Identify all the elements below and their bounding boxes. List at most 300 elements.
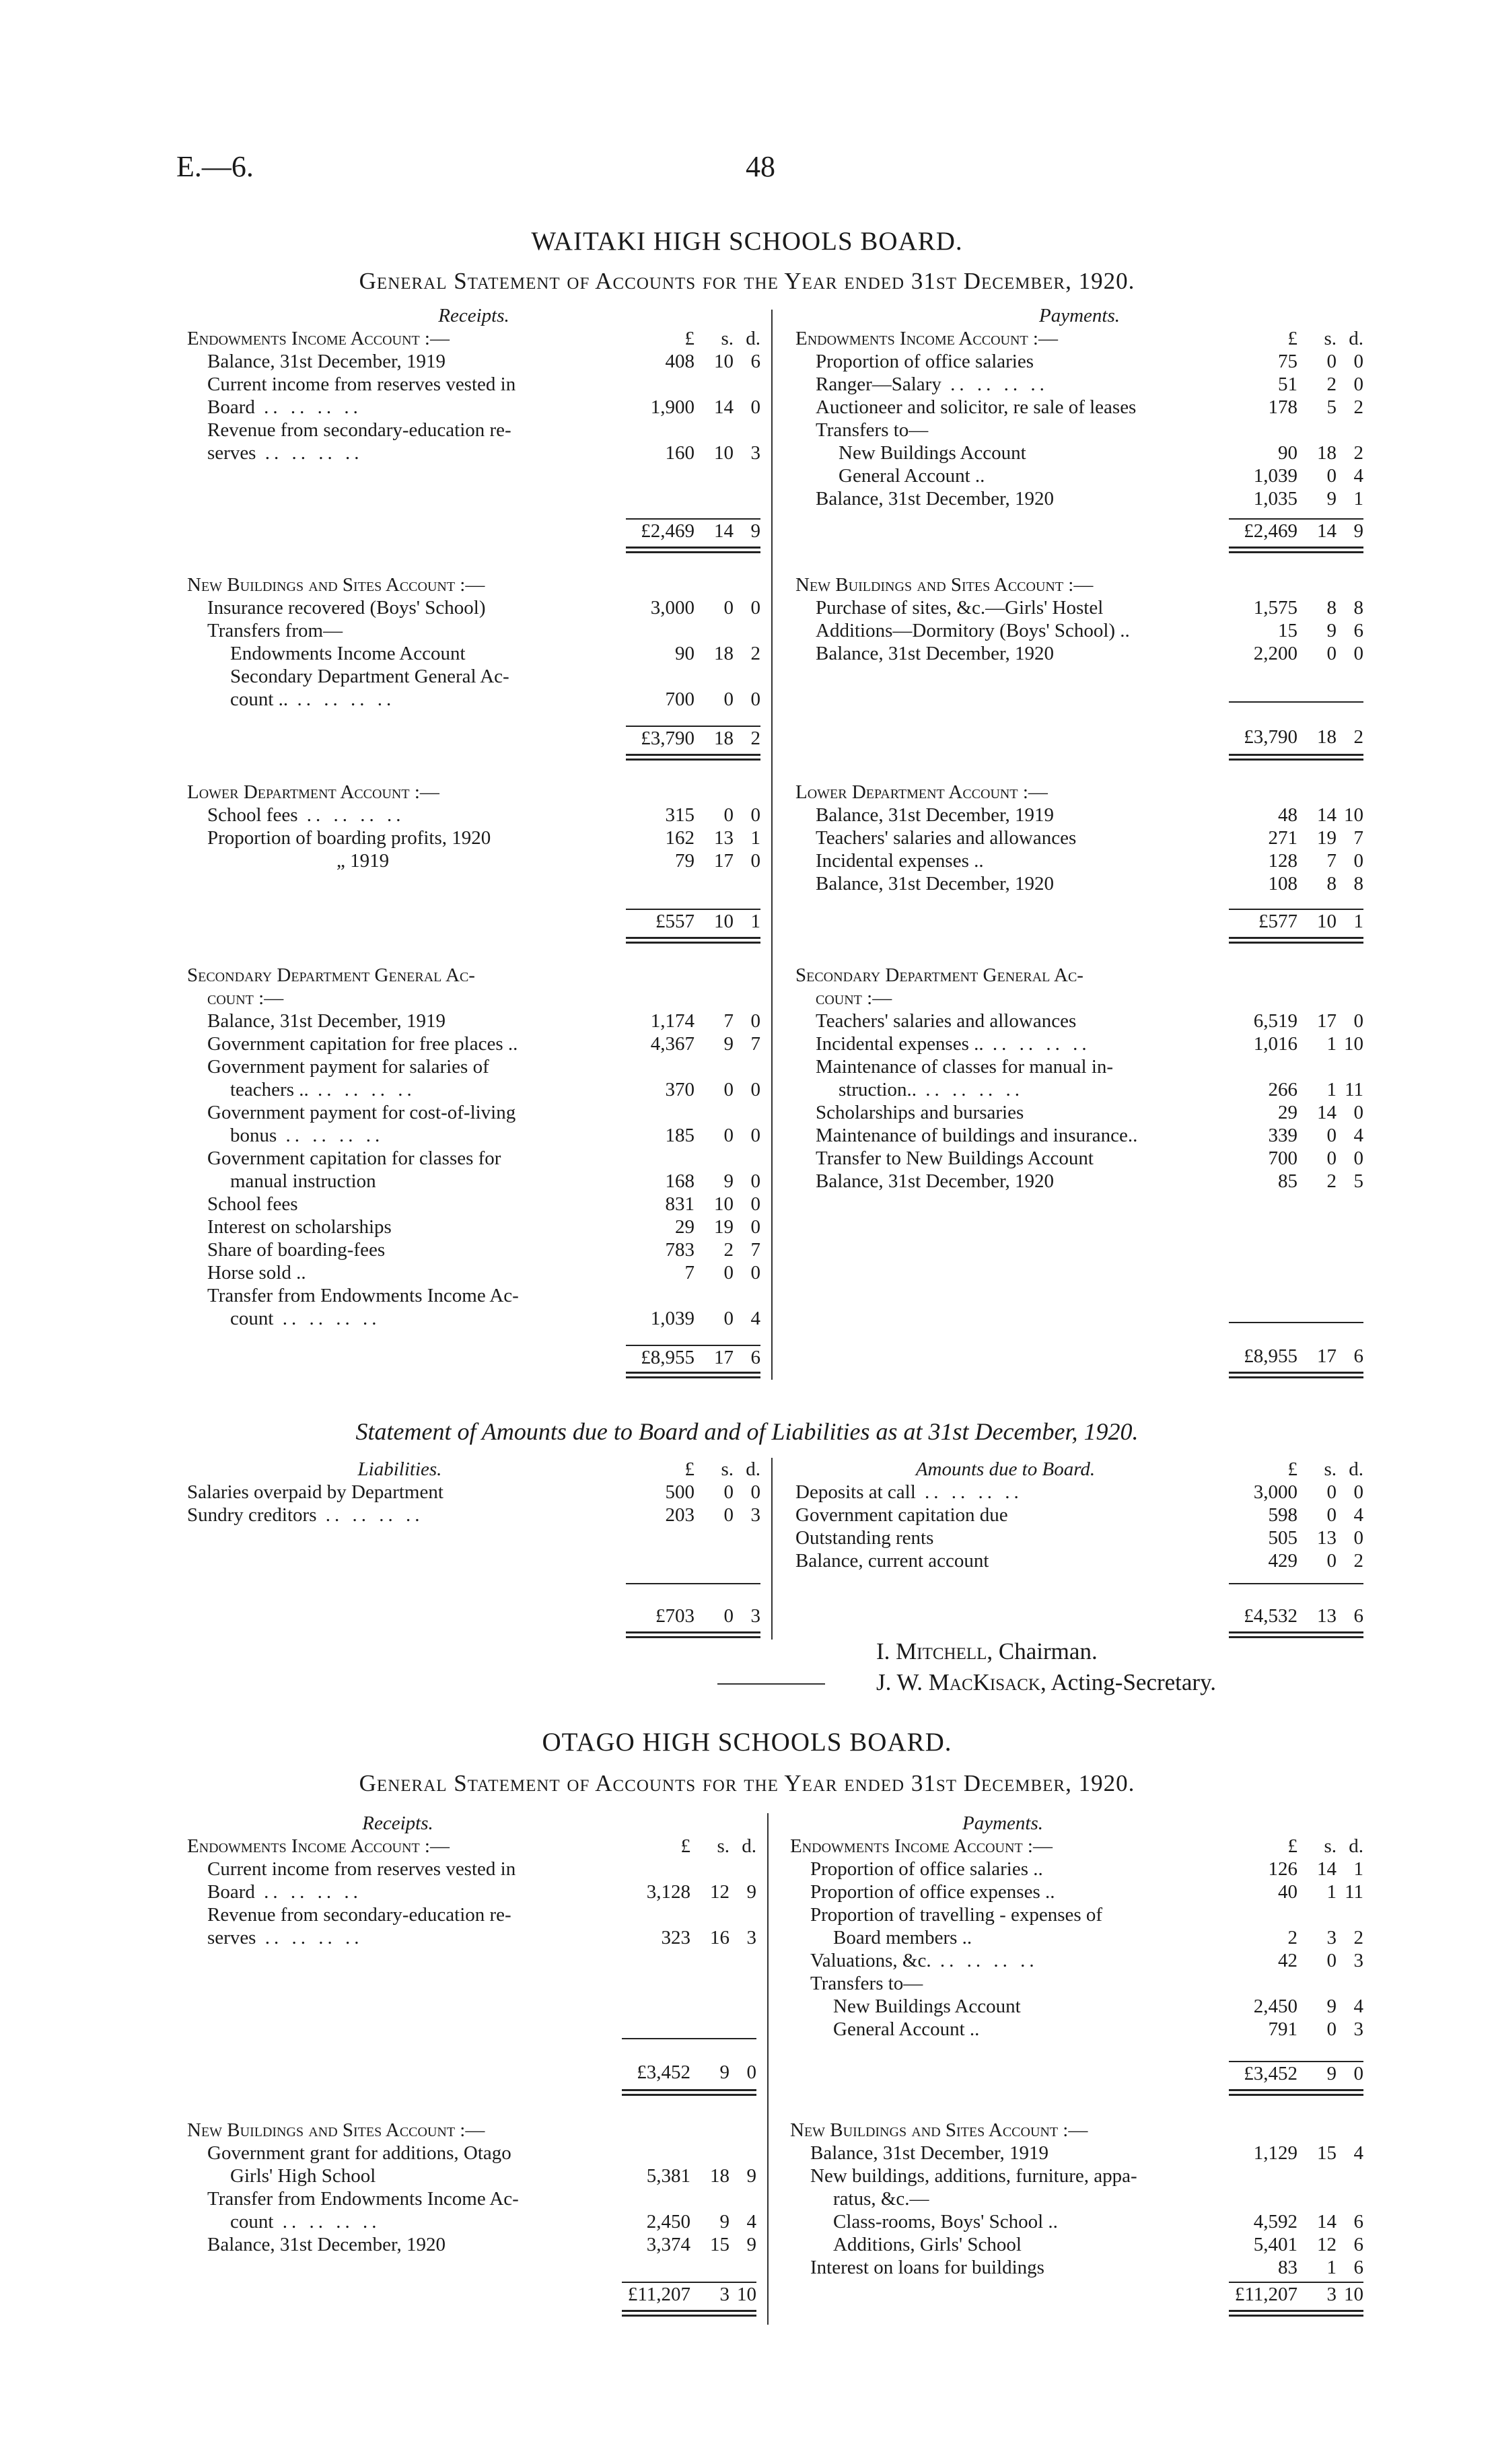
secretary-role: Acting-Secretary. [1051, 1669, 1217, 1695]
entry-label: Government capitation for free places .. [207, 1033, 518, 1055]
waitaki-statement-title: General Statement of Accounts for the Year ended 31st December, 1920. [359, 268, 1135, 294]
total-row [1229, 2282, 1363, 2306]
entry-label: Valuations, &c. .. .. [810, 1949, 1038, 1972]
shillings: 17 [1317, 1010, 1337, 1032]
section-heading: Endowments Income Account :— [795, 328, 1058, 349]
secretary-signature [876, 1669, 1216, 1696]
ledger-row [187, 688, 760, 711]
ledger-row [790, 2164, 1363, 2187]
entry-label: Balance, 31st December, 1920 [816, 1170, 1054, 1192]
pence: 4 [1353, 1125, 1363, 1146]
total-pounds: £703 [655, 1605, 695, 1627]
pence: 2 [1353, 442, 1363, 464]
section-heading: Secondary Department General Ac- [187, 964, 475, 986]
pence-header: d. [1349, 1835, 1363, 1857]
pence: 0 [1353, 1148, 1363, 1169]
entry-label: Incidental expenses .. [816, 850, 984, 872]
entry-label: Government capitation for classes for [207, 1148, 501, 1169]
shillings-header: s. [721, 1458, 734, 1480]
shillings-header: s. [1324, 1835, 1337, 1857]
ledger-row [795, 1549, 1363, 1572]
pounds: 783 [665, 1239, 695, 1261]
ledger-row [795, 642, 1363, 665]
shillings-header: s. [1324, 328, 1337, 349]
total-shillings: 10 [714, 911, 734, 932]
ledger-row [790, 1903, 1363, 1926]
total-pence: 2 [1353, 726, 1363, 748]
pence: 0 [1353, 1527, 1363, 1549]
entry-label: Current income from reserves vested in [207, 374, 516, 395]
pence: 0 [1353, 1102, 1363, 1123]
shillings: 18 [1317, 442, 1337, 464]
entry-label: Sundry creditors .. .. [187, 1504, 424, 1526]
shillings: 3 [1326, 1927, 1337, 1948]
ledger-row [187, 419, 760, 442]
pence: 0 [750, 1481, 760, 1503]
pounds: 598 [1268, 1504, 1297, 1526]
entry-label: ratus, &c.— [833, 2188, 929, 2210]
entry-label: serves .. .. [207, 1926, 363, 1949]
pounds: 1,900 [650, 396, 695, 418]
pence: 4 [746, 2211, 756, 2232]
ledger-row [795, 872, 1363, 895]
shillings: 0 [1326, 1950, 1337, 1971]
ledger-row [795, 487, 1363, 510]
ledger-row [187, 826, 760, 849]
entry-label: Proportion of travelling - expenses of [810, 1904, 1103, 1926]
pounds: 5,401 [1253, 2234, 1297, 2255]
entry-label: Scholarships and bursaries [816, 1102, 1024, 1123]
pence: 0 [750, 804, 760, 826]
pounds: 2,450 [1253, 1996, 1297, 2017]
ledger-row [187, 1010, 760, 1032]
total-row [622, 2061, 756, 2084]
pounds: 5,381 [646, 2165, 690, 2187]
shillings-header: s. [717, 1835, 730, 1857]
ledger-row [790, 1949, 1363, 1972]
shillings: 0 [723, 689, 734, 710]
pounds: 29 [1278, 1102, 1297, 1123]
pounds: 831 [665, 1193, 695, 1215]
double-rule [622, 2310, 756, 2317]
pence: 10 [1344, 804, 1363, 826]
pounds: 3,000 [650, 597, 695, 619]
pounds: 15 [1278, 620, 1297, 641]
shillings: 10 [714, 442, 734, 464]
liabilities-statement-title: Statement of Amounts due to Board and of Liabilities as at 31st December, 1920. [355, 1418, 1139, 1445]
shillings: 15 [710, 2234, 730, 2255]
pence: 5 [1353, 1170, 1363, 1192]
total-shillings: 13 [1317, 1605, 1337, 1627]
total-pounds: £577 [1258, 911, 1297, 932]
pounds: 315 [665, 804, 695, 826]
total-pounds: £8,955 [641, 1347, 695, 1368]
entry-label: School fees [207, 1193, 298, 1215]
pence: 3 [750, 1504, 760, 1526]
entry-label: count .. .. [230, 1307, 380, 1330]
pounds: 1,039 [650, 1308, 695, 1329]
ledger-row [187, 642, 760, 665]
ledger-row [187, 2210, 756, 2233]
pence-header: d. [746, 328, 760, 349]
pounds: 162 [665, 827, 695, 849]
double-rule [1229, 547, 1363, 553]
total-pounds: £557 [655, 911, 695, 932]
pounds-header: £ [1287, 328, 1297, 349]
entry-label: Balance, 31st December, 1919 [207, 351, 446, 372]
double-rule [626, 1631, 760, 1638]
entry-label: Balance, 31st December, 1919 [810, 2142, 1048, 2164]
total-shillings: 3 [719, 2284, 730, 2305]
ledger-row [187, 2142, 756, 2164]
entry-label: Board .. .. [207, 1880, 362, 1903]
pounds: 1,039 [1253, 465, 1297, 487]
entry-label: New Buildings Account [833, 1996, 1021, 2017]
ledger-row [187, 1238, 760, 1261]
pence: 6 [1353, 2257, 1363, 2278]
shillings: 18 [714, 643, 734, 664]
shillings: 0 [723, 597, 734, 619]
pounds: 1,575 [1253, 597, 1297, 619]
section-heading: New Buildings and Sites Account :— [795, 574, 1094, 596]
shillings: 18 [710, 2165, 730, 2187]
ledger-row [187, 665, 760, 688]
entry-label: Balance, 31st December, 1920 [207, 2234, 446, 2255]
entry-label: serves .. .. [207, 442, 363, 464]
pounds: 75 [1278, 351, 1297, 372]
section-heading: Lower Department Account :— [187, 781, 439, 803]
amounts-due-column [795, 1458, 1363, 1640]
entry-label: struction.. .. .. [839, 1078, 1024, 1101]
waitaki-board-title: WAITAKI HIGH SCHOOLS BOARD. [531, 227, 963, 256]
total-shillings: 3 [1326, 2284, 1337, 2305]
entry-label: Board members .. [833, 1927, 972, 1948]
ledger-row [187, 1284, 760, 1307]
entry-label: count .. .. [230, 2210, 380, 2233]
double-rule [1229, 2310, 1363, 2317]
entry-label: Revenue from secondary-education re- [207, 1904, 511, 1926]
pence: 0 [1353, 1010, 1363, 1032]
ledger-row [187, 596, 760, 619]
ledger-row [795, 1032, 1363, 1055]
ledger-row [790, 1880, 1363, 1903]
total-shillings: 18 [1317, 726, 1337, 748]
total-pounds: £3,790 [1244, 726, 1297, 748]
entry-label: Share of boarding-fees [207, 1239, 386, 1261]
amounts-due-label: Amounts due to Board. [915, 1458, 1096, 1480]
ledger-row [795, 596, 1363, 619]
entry-label: Additions—Dormitory (Boys' School) .. [816, 620, 1130, 641]
shillings-header: s. [1324, 1458, 1337, 1480]
pounds: 700 [1268, 1148, 1297, 1169]
total-shillings: 18 [714, 728, 734, 749]
pence: 0 [1353, 1481, 1363, 1503]
entry-label: manual instruction [230, 1170, 376, 1192]
pounds-header: £ [680, 1835, 690, 1857]
pence: 2 [1353, 1927, 1363, 1948]
shillings: 0 [1326, 1148, 1337, 1169]
ledger-row [187, 2187, 756, 2210]
ledger-row [790, 2210, 1363, 2233]
pounds: 168 [665, 1170, 695, 1192]
entry-label: Transfers to— [816, 419, 929, 441]
pence: 0 [750, 1262, 760, 1283]
entry-label: Auctioneer and solicitor, re sale of leases [816, 396, 1137, 418]
total-shillings: 10 [1317, 911, 1337, 932]
shillings: 1 [1326, 1079, 1337, 1100]
shillings: 7 [723, 1010, 734, 1032]
shillings: 0 [723, 1262, 734, 1283]
entry-label: Balance, 31st December, 1919 [207, 1010, 446, 1032]
total-row [626, 1345, 760, 1369]
shillings: 14 [1317, 1858, 1337, 1880]
entry-label: Insurance recovered (Boys' School) [207, 597, 486, 619]
total-pence: 9 [750, 520, 760, 542]
total-row [1229, 726, 1363, 748]
pounds: 1,035 [1253, 488, 1297, 509]
section-heading-cont: count :— [207, 987, 284, 1009]
pounds: 85 [1278, 1170, 1297, 1192]
entry-label: Government payment for salaries of [207, 1056, 489, 1078]
ledger-row [795, 1526, 1363, 1549]
separator-dash [717, 1683, 825, 1685]
total-shillings: 0 [723, 1605, 734, 1627]
rule [626, 1583, 760, 1584]
entry-label: Current income from reserves vested in [207, 1858, 516, 1880]
rule [1229, 1583, 1363, 1584]
pence: 8 [1353, 597, 1363, 619]
chairman-role: Chairman. [998, 1638, 1098, 1664]
shillings: 0 [1326, 1550, 1337, 1572]
pounds: 126 [1268, 1858, 1297, 1880]
pence: 1 [750, 827, 760, 849]
column-divider [767, 1813, 769, 2325]
ledger-row [187, 396, 760, 419]
ledger-row [795, 1124, 1363, 1147]
total-pounds: £3,452 [637, 2062, 690, 2083]
shillings: 12 [710, 1881, 730, 1903]
pence: 11 [1345, 1881, 1363, 1903]
ledger-row [795, 373, 1363, 396]
shillings: 9 [1326, 1996, 1337, 2017]
pence: 0 [750, 597, 760, 619]
rule [1229, 1322, 1363, 1323]
entry-label: Incidental expenses .. .. .. [816, 1032, 1091, 1055]
shillings: 0 [1326, 465, 1337, 487]
pounds: 266 [1268, 1079, 1297, 1100]
waitaki-payments-column [795, 304, 1363, 1381]
otago-statement-title: General Statement of Accounts for the Year ended 31st December, 1920. [359, 1770, 1135, 1796]
receipts-label: Receipts. [438, 305, 509, 326]
pence: 2 [1353, 396, 1363, 418]
entry-label: Maintenance of buildings and insurance.. [816, 1125, 1138, 1146]
total-pounds: £3,790 [641, 728, 695, 749]
ledger-row [795, 804, 1363, 826]
pounds-header: £ [684, 328, 695, 349]
shillings: 0 [1326, 1504, 1337, 1526]
shillings: 1 [1326, 1881, 1337, 1903]
pounds: 323 [661, 1927, 690, 1948]
ledger-row [795, 849, 1363, 872]
pence: 0 [750, 1010, 760, 1032]
secretary-name: J. W. MacKisack, [876, 1669, 1046, 1695]
shillings: 0 [1326, 351, 1337, 372]
section-heading: New Buildings and Sites Account :— [187, 2119, 485, 2141]
shillings: 0 [723, 1308, 734, 1329]
ledger-row [790, 1926, 1363, 1949]
entry-label: New Buildings Account [839, 442, 1026, 464]
ledger-row [790, 1858, 1363, 1880]
shillings: 8 [1326, 597, 1337, 619]
ledger-row [187, 373, 760, 396]
total-shillings: 14 [1317, 520, 1337, 542]
pounds: 4,592 [1253, 2211, 1297, 2232]
total-pounds: £11,207 [627, 2284, 690, 2305]
entry-label: Transfers to— [810, 1973, 923, 1994]
pounds: 160 [665, 442, 695, 464]
pounds: 2,200 [1253, 643, 1297, 664]
pence: 0 [1353, 351, 1363, 372]
entry-label: Deposits at call .. .. [795, 1481, 1023, 1504]
ledger-row [795, 1078, 1363, 1101]
waitaki-receipts-column [187, 304, 760, 1381]
pence: 2 [1353, 1550, 1363, 1572]
ledger-row [187, 1504, 760, 1526]
pounds: 408 [665, 351, 695, 372]
total-row [1229, 1345, 1363, 1368]
total-pence: 9 [1353, 520, 1363, 542]
liabilities-label: Liabilities. [357, 1458, 442, 1480]
entry-label: Girls' High School [230, 2165, 376, 2187]
entry-label: Interest on scholarships [207, 1216, 392, 1238]
entry-label: teachers .. .. .. [230, 1078, 416, 1101]
pence: 0 [1353, 374, 1363, 395]
pounds: 90 [1278, 442, 1297, 464]
total-row [626, 1605, 760, 1627]
pounds: 3,374 [646, 2234, 690, 2255]
shillings: 17 [714, 850, 734, 872]
pounds: 505 [1268, 1527, 1297, 1549]
chairman-name: I. Mitchell, [876, 1638, 993, 1664]
pence: 1 [1353, 1858, 1363, 1880]
pounds: 1,016 [1253, 1033, 1297, 1055]
shillings: 14 [1317, 1102, 1337, 1123]
pounds: 51 [1278, 374, 1297, 395]
ledger-row [790, 2256, 1363, 2279]
shillings: 13 [714, 827, 734, 849]
total-pounds: £2,469 [1244, 520, 1297, 542]
ledger-row [187, 849, 760, 872]
shillings: 19 [1317, 827, 1337, 849]
total-row [626, 909, 760, 933]
total-pence: 1 [1353, 911, 1363, 932]
shillings: 0 [723, 1079, 734, 1100]
pounds-header: £ [1287, 1458, 1297, 1480]
pence: 3 [1353, 2018, 1363, 2040]
pence: 0 [750, 850, 760, 872]
entry-label: Government payment for cost-of-living [207, 1102, 516, 1123]
pounds: 83 [1278, 2257, 1297, 2278]
pounds: 185 [665, 1125, 695, 1146]
entry-label: bonus .. .. [230, 1124, 384, 1147]
double-rule [1229, 2089, 1363, 2096]
pounds-header: £ [1287, 1835, 1297, 1857]
otago-board-title: OTAGO HIGH SCHOOLS BOARD. [542, 1728, 952, 1757]
pence: 7 [750, 1033, 760, 1055]
total-row [622, 2282, 756, 2306]
entry-label: School fees .. .. [207, 804, 405, 826]
shillings: 0 [1326, 1481, 1337, 1503]
entry-label: General Account .. [833, 2018, 980, 2040]
pounds: 429 [1268, 1550, 1297, 1572]
section-heading: Secondary Department General Ac- [795, 964, 1083, 986]
entry-label: Salaries overpaid by Department [187, 1481, 443, 1503]
ledger-row [795, 1010, 1363, 1032]
ledger-row [187, 1124, 760, 1147]
shillings: 12 [1317, 2234, 1337, 2255]
entry-label: Proportion of office expenses .. [810, 1881, 1055, 1903]
entry-label: Teachers' salaries and allowances [816, 1010, 1077, 1032]
ledger-row [187, 1101, 760, 1124]
ledger-row [795, 350, 1363, 373]
ledger-row [187, 619, 760, 642]
rule [622, 2038, 756, 2039]
entry-label: Government capitation due [795, 1504, 1008, 1526]
total-pence: 1 [750, 911, 760, 932]
total-pence: 0 [1353, 2063, 1363, 2084]
pence: 0 [1353, 643, 1363, 664]
entry-label: Transfer from Endowments Income Ac- [207, 2188, 519, 2210]
shillings: 10 [714, 351, 734, 372]
payments-label: Payments. [1039, 305, 1120, 326]
total-pence: 2 [750, 728, 760, 749]
entry-label: Secondary Department General Ac- [230, 666, 509, 687]
pounds: 1,174 [650, 1010, 695, 1032]
pounds: 370 [665, 1079, 695, 1100]
pounds: 6,519 [1253, 1010, 1297, 1032]
shillings: 8 [1326, 873, 1337, 894]
pence: 0 [750, 1079, 760, 1100]
total-row [626, 726, 760, 750]
total-pounds: £2,469 [641, 520, 695, 542]
total-pounds: £3,452 [1244, 2063, 1297, 2084]
total-pence: 10 [1344, 2284, 1363, 2305]
double-rule [1229, 1631, 1363, 1638]
entry-label: Transfers from— [207, 620, 343, 641]
entry-label: Additions, Girls' School [833, 2234, 1022, 2255]
pounds: 29 [675, 1216, 695, 1238]
ledger-row [187, 1858, 756, 1880]
pence: 3 [746, 1927, 756, 1948]
pence-header: d. [742, 1835, 756, 1857]
total-row [626, 518, 760, 542]
ledger-row [187, 1261, 760, 1284]
pence: 7 [750, 1239, 760, 1261]
pounds: 178 [1268, 396, 1297, 418]
entry-label: Teachers' salaries and allowances [816, 827, 1077, 849]
section-heading: Endowments Income Account :— [187, 328, 450, 349]
ledger-row [795, 826, 1363, 849]
total-pence: 6 [1353, 1345, 1363, 1367]
entry-label: Balance, 31st December, 1920 [816, 643, 1054, 664]
pence: 4 [1353, 1504, 1363, 1526]
section-heading: Endowments Income Account :— [187, 1835, 450, 1857]
shillings: 16 [710, 1927, 730, 1948]
pence: 7 [1353, 827, 1363, 849]
pounds: 791 [1268, 2018, 1297, 2040]
shillings: 2 [723, 1239, 734, 1261]
shillings: 1 [1326, 1033, 1337, 1055]
